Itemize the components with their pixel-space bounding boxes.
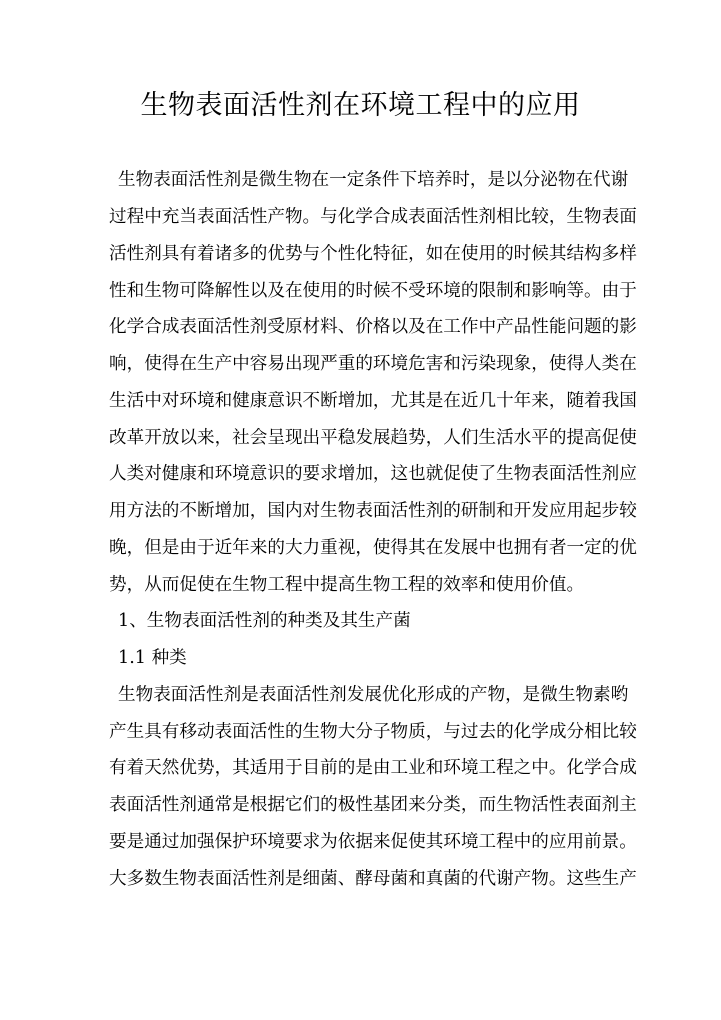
paragraph-line: 表面活性剂通常是根据它们的极性基团来分类，而生物活性表面剂主 <box>109 795 637 815</box>
paragraph-line: 生物表面活性剂是表面活性剂发展优化形成的产物，是微生物素哟 <box>118 685 629 705</box>
paragraph-line: 用方法的不断增加，国内对生物表面活性剂的研制和开发应用起步较 <box>109 501 637 521</box>
paragraph-line: 化学合成表面活性剂受原材料、价格以及在工作中产品性能问题的影 <box>109 317 637 337</box>
paragraph-line: 生物表面活性剂是微生物在一定条件下培养时，是以分泌物在代谢 <box>118 170 629 190</box>
paragraph-line: 晚，但是由于近年来的大力重视，使得其在发展中也拥有者一定的优 <box>109 538 637 558</box>
section-heading: 1、生物表面活性剂的种类及其生产菌 <box>118 611 411 631</box>
paragraph-line: 响，使得在生产中容易出现严重的环境危害和污染现象，使得人类在 <box>109 354 637 374</box>
paragraph-line: 人类对健康和环境意识的要求增加，这也就促使了生物表面活性剂应 <box>109 464 637 484</box>
paragraph-line: 改革开放以来，社会呈现出平稳发展趋势，人们生活水平的提高促使 <box>109 428 637 448</box>
paragraph-line: 性和生物可降解性以及在使用的时候不受环境的限制和影响等。由于 <box>109 281 637 301</box>
paragraph-line: 活性剂具有着诸多的优势与个性化特征，如在使用的时候其结构多样 <box>109 244 637 264</box>
paragraph-line: 过程中充当表面活性产物。与化学合成表面活性剂相比较，生物表面 <box>109 207 637 227</box>
paragraph-line: 产生具有移动表面活性的生物大分子物质，与过去的化学成分相比较 <box>109 722 637 742</box>
paragraph-line: 要是通过加强保护环境要求为依据来促使其环境工程中的应用前景。 <box>109 832 637 852</box>
paragraph-line: 有着天然优势，其适用于目前的是由工业和环境工程之中。化学合成 <box>109 758 637 778</box>
subsection-heading: 1.1 种类 <box>118 648 187 668</box>
paragraph-line: 生活中对环境和健康意识不断增加，尤其是在近几十年来，随着我国 <box>109 391 637 411</box>
paragraph-line: 大多数生物表面活性剂是细菌、酵母菌和真菌的代谢产物。这些生产 <box>109 869 637 889</box>
document-title: 生物表面活性剂在环境工程中的应用 <box>140 90 581 121</box>
paragraph-line: 势，从而促使在生物工程中提高生物工程的效率和使用价值。 <box>109 575 585 595</box>
